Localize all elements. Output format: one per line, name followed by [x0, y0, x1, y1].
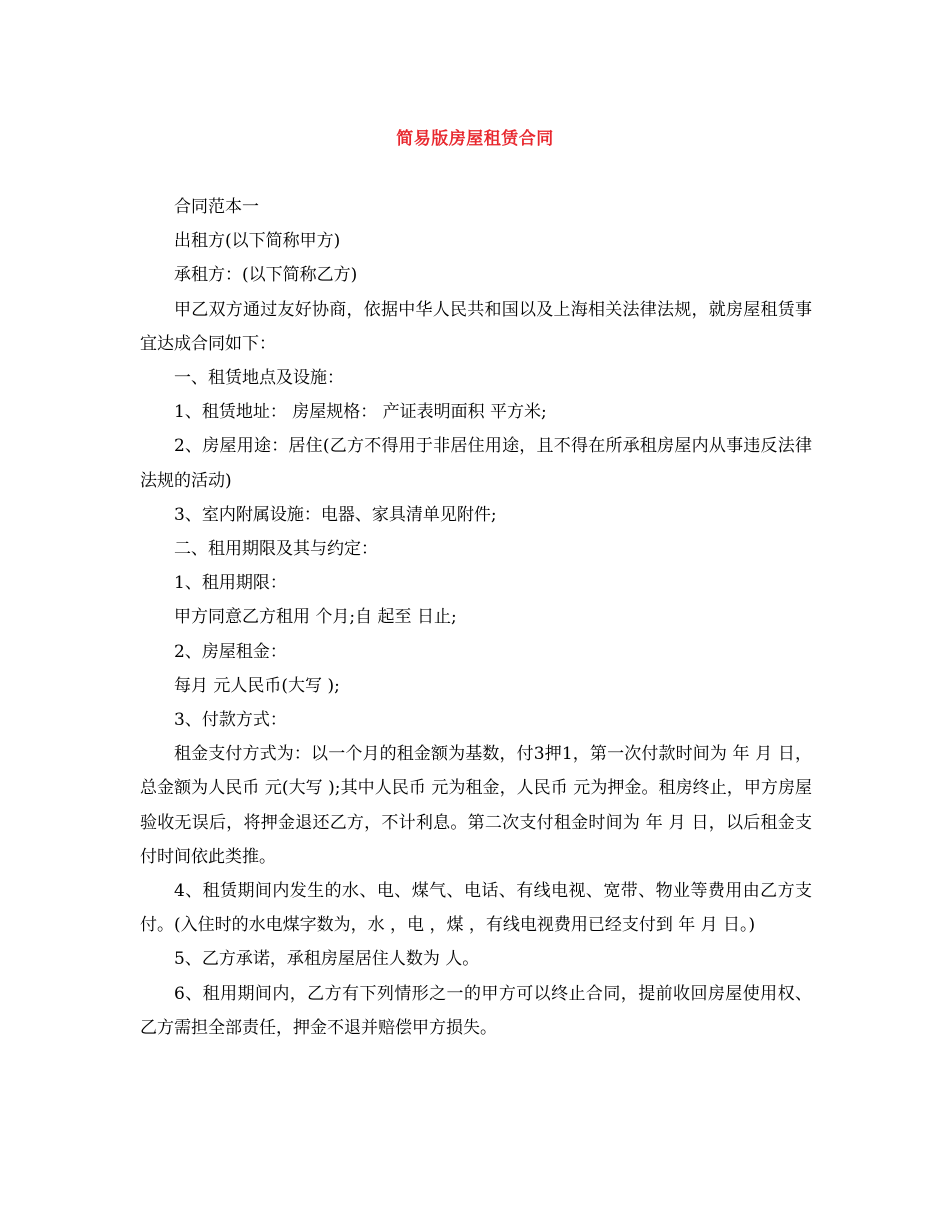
paragraph: 3、室内附属设施：电器、家具清单见附件; — [174, 504, 497, 525]
document-title: 简易版房屋租赁合同 — [396, 129, 554, 149]
paragraph: 3、付款方式： — [174, 710, 287, 731]
paragraph: 1、租用期限： — [174, 573, 287, 594]
section-heading: 一、租赁地点及设施： — [174, 368, 344, 389]
paragraph: 出租方(以下简称甲方) — [174, 231, 341, 252]
paragraph: 承租方：(以下简称乙方) — [174, 265, 358, 286]
paragraph: 2、房屋用途：居住(乙方不得用于非居住用途，且不得在所承租房屋内从事违反法律法规的活动) — [140, 436, 812, 491]
document-body — [140, 190, 812, 1045]
paragraph: 5、乙方承诺，承租房屋居住人数为 人。 — [174, 949, 480, 970]
paragraph: 1、租赁地址： 房屋规格： 产证表明面积 平方米; — [174, 402, 547, 423]
paragraph: 2、房屋租金： — [174, 641, 287, 662]
paragraph: 合同范本一 — [174, 197, 259, 217]
paragraph: 租金支付方式为：以一个月的租金额为基数，付3押1，第一次付款时间为 年 月 日，总金额为人民币 元(大写 );其中人民币 元为租金，人民币 元为押金。租房终止，甲方房屋验收无误后，将押金退还乙方，不计利息。第二次支付租金时间为 年 月 日，以后租金支付时间依此类推。 — [140, 744, 812, 867]
paragraph: 甲方同意乙方租用 个月;自 起至 日止; — [174, 607, 457, 628]
section-heading: 二、租用期限及其与约定： — [174, 539, 378, 560]
paragraph: 4、租赁期间内发生的水、电、煤气、电话、有线电视、宽带、物业等费用由乙方支付。(入住时的水电煤字数为，水 ，电 ，煤 ，有线电视费用已经支付到 年 月 日。) — [140, 881, 812, 936]
paragraph: 6、租用期间内，乙方有下列情形之一的甲方可以终止合同，提前收回房屋使用权、乙方需担全部责任，押金不退并赔偿甲方损失。 — [140, 983, 812, 1038]
paragraph: 甲乙双方通过友好协商，依据中华人民共和国以及上海相关法律法规，就房屋租赁事宜达成合同如下： — [140, 299, 812, 354]
paragraph: 每月 元人民币(大写 ); — [174, 675, 340, 696]
